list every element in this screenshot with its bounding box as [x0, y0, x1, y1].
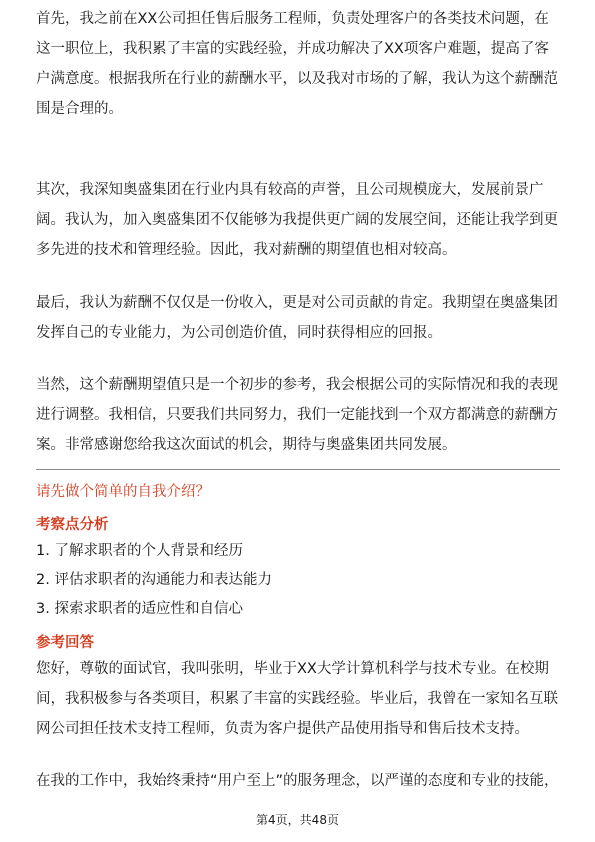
list-item: 1. 了解求职者的个人背景和经历: [36, 543, 243, 559]
body-paragraph: 首先，我之前在XX公司担任售后服务工程师，负责处理客户的各类技术问题，在这一职位上，我积累了丰富的实践经验，并成功解决了XX项客户难题，提高了客户满意度。根据我所在行业的薪酬水平，以及我对市场的了解，我认为这个薪酬范围是合理的。: [36, 11, 558, 117]
list-item: 3. 探索求职者的适应性和自信心: [36, 601, 243, 617]
answer-paragraph: 在我的工作中，我始终秉持“用户至上”的服务理念，以严谨的态度和专业的技能，: [36, 773, 559, 789]
page-number: 第4页，共48页: [256, 813, 339, 827]
analysis-heading: 考察点分析: [36, 517, 109, 533]
analysis-list: [36, 537, 272, 624]
body-paragraph: 最后，我认为薪酬不仅仅是一份收入，更是对公司贡献的肯定。我期望在奥盛集团发挥自己的专业能力，为公司创造价值，同时获得相应的回报。: [36, 295, 558, 341]
question-title: 请先做个简单的自我介绍？: [36, 484, 210, 500]
answer-paragraph: 您好，尊敬的面试官，我叫张明，毕业于XX大学计算机科学与技术专业。在校期间，我积极参与各类项目，积累了丰富的实践经验。毕业后，我曾在一家知名互联网公司担任技术支持工程师，负责为客户提供产品使用指导和售后技术支持。: [36, 661, 558, 737]
list-item: 2. 评估求职者的沟通能力和表达能力: [36, 572, 272, 588]
body-paragraph: 当然，这个薪酬期望值只是一个初步的参考，我会根据公司的实际情况和我的表现进行调整。我相信，只要我们共同努力，我们一定能找到一个双方都满意的薪酬方案。非常感谢您给我这次面试的机会，期待与奥盛集团共同发展。: [36, 377, 558, 453]
body-paragraph: 其次，我深知奥盛集团在行业内具有较高的声誉，且公司规模庞大，发展前景广阔。我认为，加入奥盛集团不仅能够为我提供更广阔的发展空间，还能让我学到更多先进的技术和管理经验。因此，我对薪酬的期望值也相对较高。: [36, 182, 558, 258]
answer-heading: 参考回答: [36, 635, 94, 651]
section-divider: [36, 469, 560, 470]
